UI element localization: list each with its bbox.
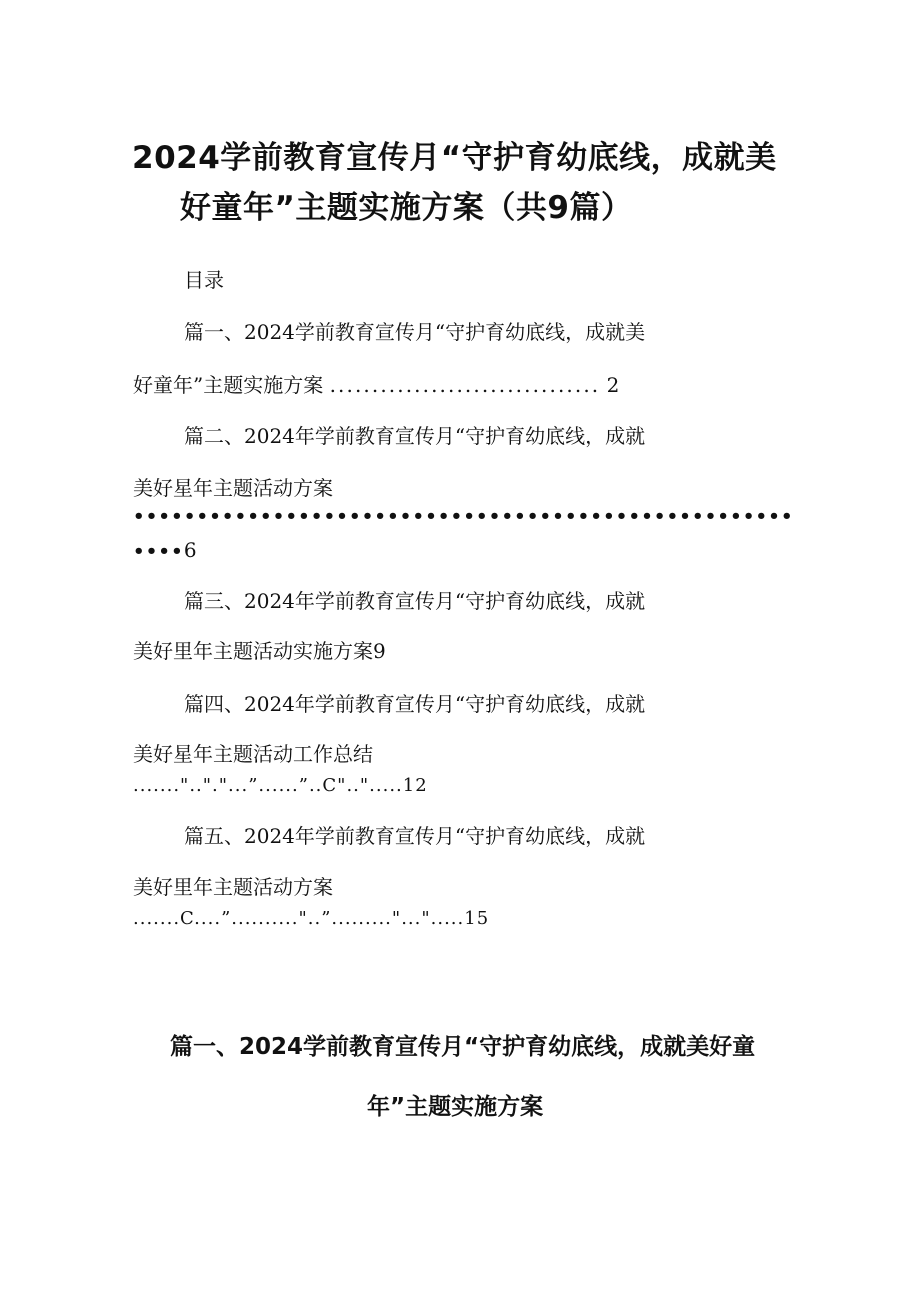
- toc-entry-2-line-2[interactable]: 美好星年主题活动方案: [133, 476, 333, 500]
- toc-entry-2-line-1[interactable]: 篇二、2024年学前教育宣传月“守护育幼底线，成就: [184, 424, 646, 448]
- toc-entry-5-leader: .......C....”.........."..”........."...".....: [133, 908, 465, 929]
- toc-heading: 目录: [184, 268, 224, 292]
- toc-entry-3-title: 美好里年主题活动实施方案: [133, 639, 373, 663]
- toc-entry-2-leader-line: ••••••••••••••••••••••••••••••••••••••••••••••••••••: [133, 506, 794, 527]
- toc-entry-1-line-1[interactable]: 篇一、2024学前教育宣传月“守护育幼底线，成就美: [184, 320, 646, 344]
- toc-entry-4-line-1[interactable]: 篇四、2024年学前教育宣传月“守护育幼底线，成就: [184, 692, 646, 716]
- toc-entry-1-title: 好童年”主题实施方案: [133, 373, 324, 397]
- document-title-line-1: 2024学前教育宣传月“守护育幼底线，成就美: [132, 140, 777, 176]
- toc-entry-5-line-1[interactable]: 篇五、2024年学前教育宣传月“守护育幼底线，成就: [184, 824, 646, 848]
- section-title-line-1: 篇一、2024学前教育宣传月“守护育幼底线，成就美好童: [170, 1034, 756, 1060]
- toc-entry-4-page: 12: [402, 775, 428, 796]
- toc-entry-5-line-2[interactable]: 美好里年主题活动方案: [133, 875, 333, 899]
- toc-entry-1-line-2[interactable]: [133, 371, 619, 399]
- document-title-line-2: 好童年”主题实施方案（共9篇）: [180, 190, 633, 226]
- toc-entry-1-page: 2: [606, 373, 620, 397]
- toc-entry-2-leader-tail: ••••: [133, 541, 184, 562]
- toc-entry-3-line-2[interactable]: [133, 637, 386, 665]
- toc-entry-2-page: 6: [183, 538, 197, 562]
- toc-entry-4-line-2[interactable]: 美好星年主题活动工作总结: [133, 742, 373, 766]
- toc-entry-4-line-3[interactable]: [133, 772, 428, 800]
- toc-entry-2-line-3[interactable]: [133, 536, 197, 566]
- toc-entry-4-leader: .......".."."...”......”..C"..".....: [133, 775, 403, 796]
- toc-entry-1-leader: ................................: [329, 373, 601, 397]
- toc-entry-3-line-1[interactable]: 篇三、2024年学前教育宣传月“守护育幼底线，成就: [184, 589, 646, 613]
- toc-entry-5-page: 15: [464, 908, 490, 929]
- toc-entry-5-line-3[interactable]: [133, 905, 489, 933]
- section-title-line-2: 年”主题实施方案: [367, 1094, 544, 1120]
- toc-entry-3-page: 9: [373, 639, 386, 663]
